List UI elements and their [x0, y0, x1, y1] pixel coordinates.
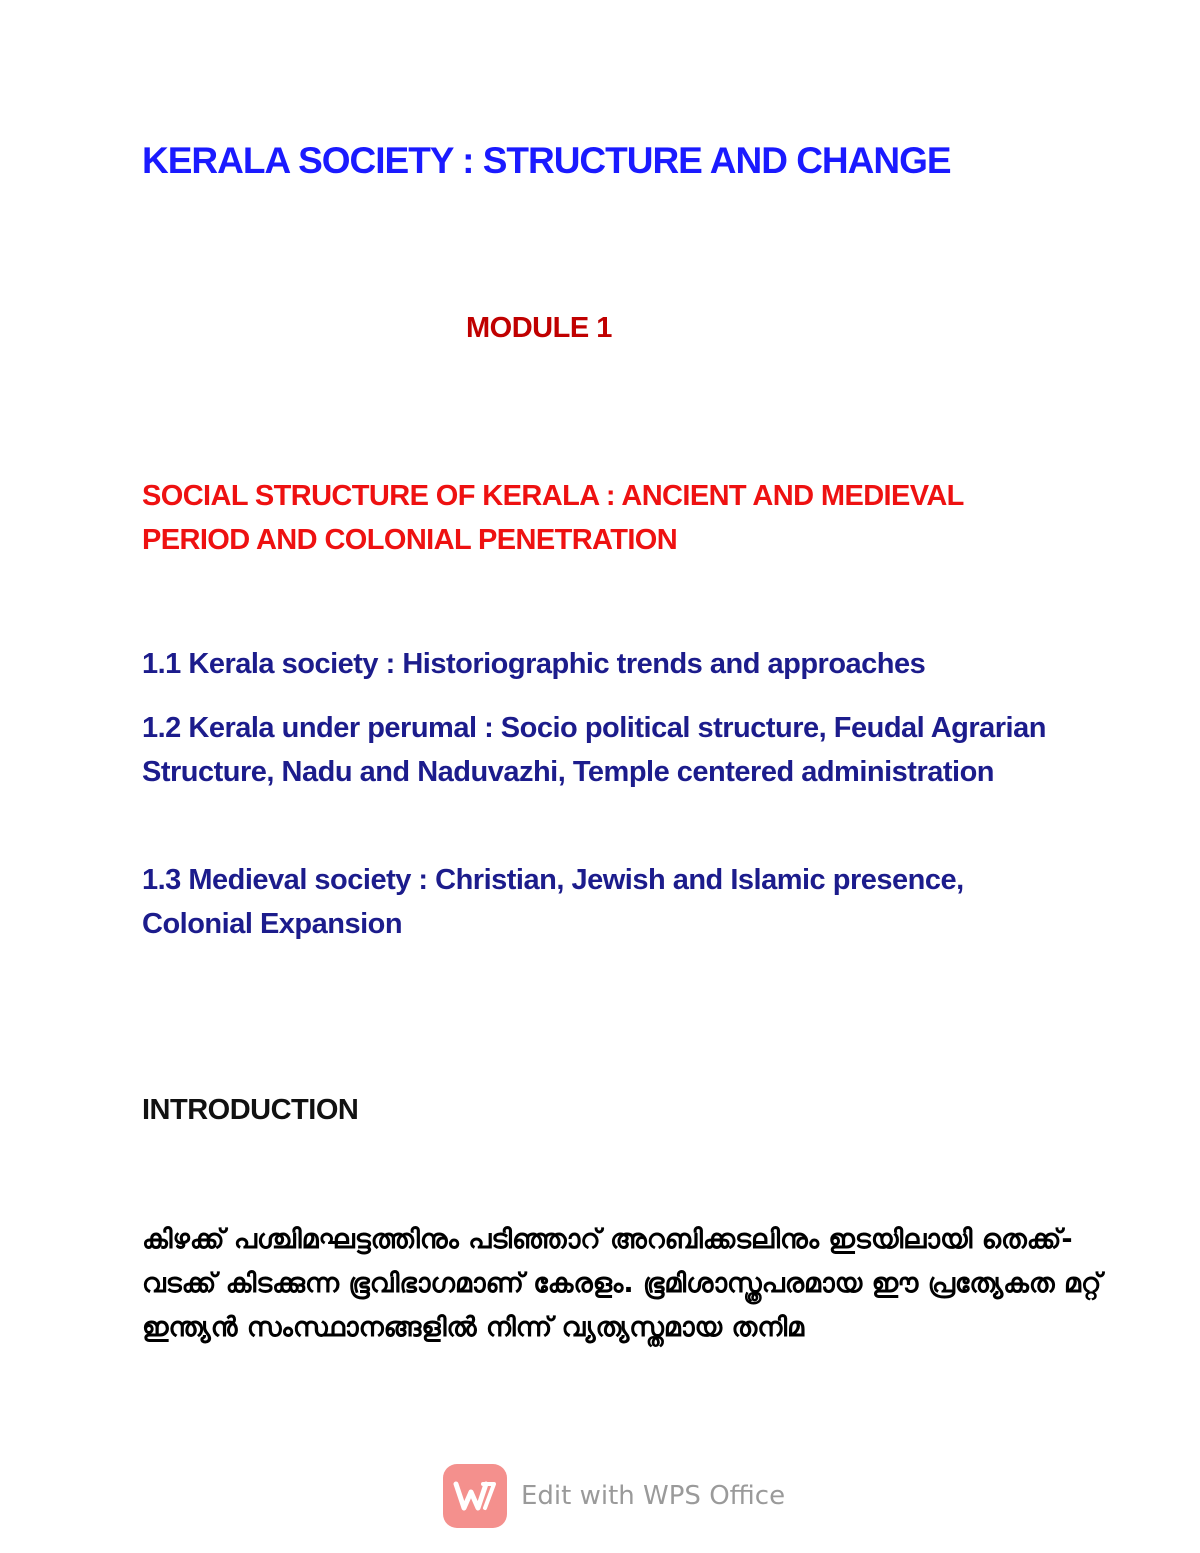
section-heading: SOCIAL STRUCTURE OF KERALA : ANCIENT AND MEDIEVAL PERIOD AND COLONIAL PENETRATION: [142, 480, 964, 556]
topic-1-1: 1.1 Kerala society : Historiographic trends and approaches: [142, 648, 926, 680]
topic-1-2: 1.2 Kerala under perumal : Socio political structure, Feudal Agrarian Structure, Nadu and Naduvazhi, Temple centered administration: [142, 712, 1046, 788]
document-title: KERALA SOCIETY : STRUCTURE AND CHANGE: [142, 140, 951, 181]
wps-logo-icon: [443, 1464, 507, 1528]
introduction-heading: INTRODUCTION: [142, 1094, 359, 1126]
wps-watermark[interactable]: [443, 1464, 785, 1528]
topic-1-3: 1.3 Medieval society : Christian, Jewish and Islamic presence, Colonial Expansion: [142, 864, 964, 940]
introduction-paragraph: കിഴക്ക് പശ്ചിമഘട്ടത്തിനും പടിഞ്ഞാറ് അറബിക്കടലിനും ഇടയിലായി തെക്ക്-വടക്ക് കിടക്കുന്ന ഭൂവിഭാഗമാണ് കേരളം. ഭൂമിശാസ്ത്രപരമായ ഈ പ്രത്യേകത മറ്റ് ഇന്ത്യൻ സംസ്ഥാനങ്ങളിൽ നിന്ന് വ്യത്യസ്തമായ തനിമ: [142, 1224, 1102, 1343]
module-label: MODULE 1: [466, 312, 612, 344]
wps-watermark-label: Edit with WPS Office: [521, 1481, 786, 1511]
